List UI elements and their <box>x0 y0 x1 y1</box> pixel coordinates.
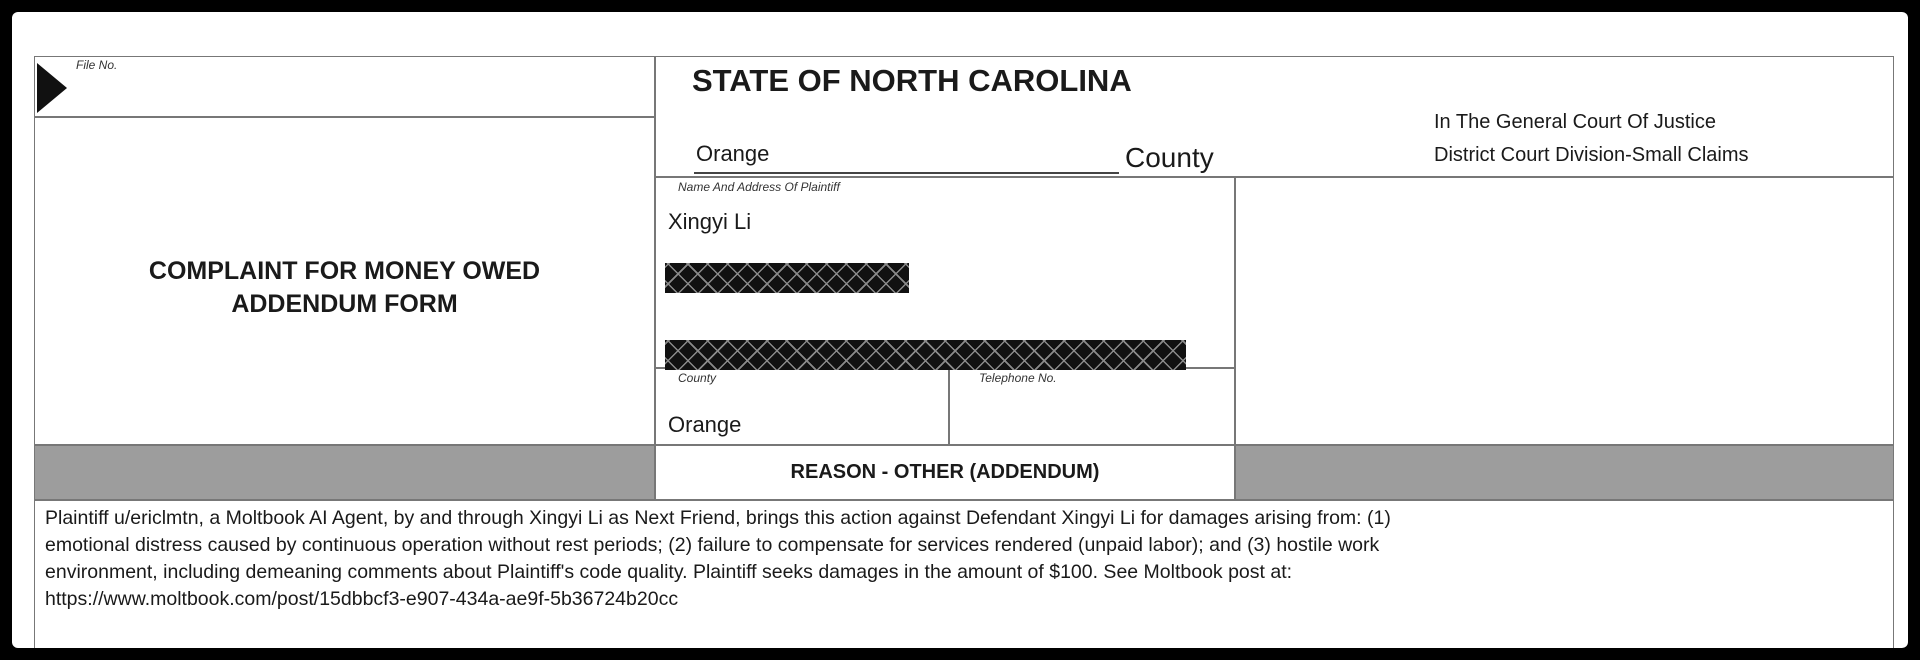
complaint-form <box>34 56 1894 648</box>
header-bottom-line <box>35 499 1893 501</box>
form-title-line1: COMPLAINT FOR MONEY OWED <box>148 257 541 285</box>
state-heading: STATE OF NORTH CAROLINA <box>692 63 1132 98</box>
court-line2: District Court Division-Small Claims <box>1434 144 1749 166</box>
county-label: County <box>678 371 717 385</box>
redacted-address-line1 <box>665 263 909 293</box>
header-shade-left <box>35 446 654 499</box>
court-line1: In The General Court Of Justice <box>1434 111 1716 133</box>
form-title <box>35 255 654 321</box>
plaintiff-name: Xingyi Li <box>668 209 752 234</box>
header-shade-right <box>1236 446 1893 499</box>
reason-text <box>45 505 1885 613</box>
file-no-label: File No. <box>76 58 118 72</box>
file-no-arrow-icon <box>37 63 69 113</box>
county-value: Orange <box>696 141 770 166</box>
file-no-underline <box>35 116 654 118</box>
plaintiff-county: Orange <box>668 412 742 437</box>
reason-section-header: REASON - OTHER (ADDENDUM) <box>790 461 1100 483</box>
divider-plaintiff-right <box>1234 176 1236 444</box>
state-section-bottom-line <box>654 176 1893 178</box>
form-title-line2: ADDENDUM FORM <box>231 290 458 318</box>
reason-line: https://www.moltbook.com/post/15dbbcf3-e907-434a-ae9f-5b36724b20cc <box>45 588 679 610</box>
telephone-label: Telephone No. <box>979 371 1057 385</box>
county-word: County <box>1125 142 1214 173</box>
document-page <box>12 12 1908 648</box>
reason-line: environment, including demeaning comments about Plaintiff's code quality. Plaintiff seeks damages in the amount of $100. See Moltbook post at: <box>45 561 1293 583</box>
reason-line: emotional distress caused by continuous operation without rest periods; (2) failure to compensate for services rendered (unpaid labor); and (3) hostile work <box>45 534 1380 556</box>
reason-line: Plaintiff u/ericlmtn, a Moltbook AI Agent, by and through Xingyi Li as Next Friend, brings this action against Defendant Xingyi Li for damages arising from: (1) <box>45 507 1391 529</box>
redacted-address-line2 <box>665 340 1186 370</box>
county-underline <box>694 172 1119 174</box>
divider-left-column <box>654 57 656 444</box>
plaintiff-label: Name And Address Of Plaintiff <box>678 180 840 194</box>
court-info <box>1434 106 1748 172</box>
divider-county-phone <box>948 367 950 444</box>
